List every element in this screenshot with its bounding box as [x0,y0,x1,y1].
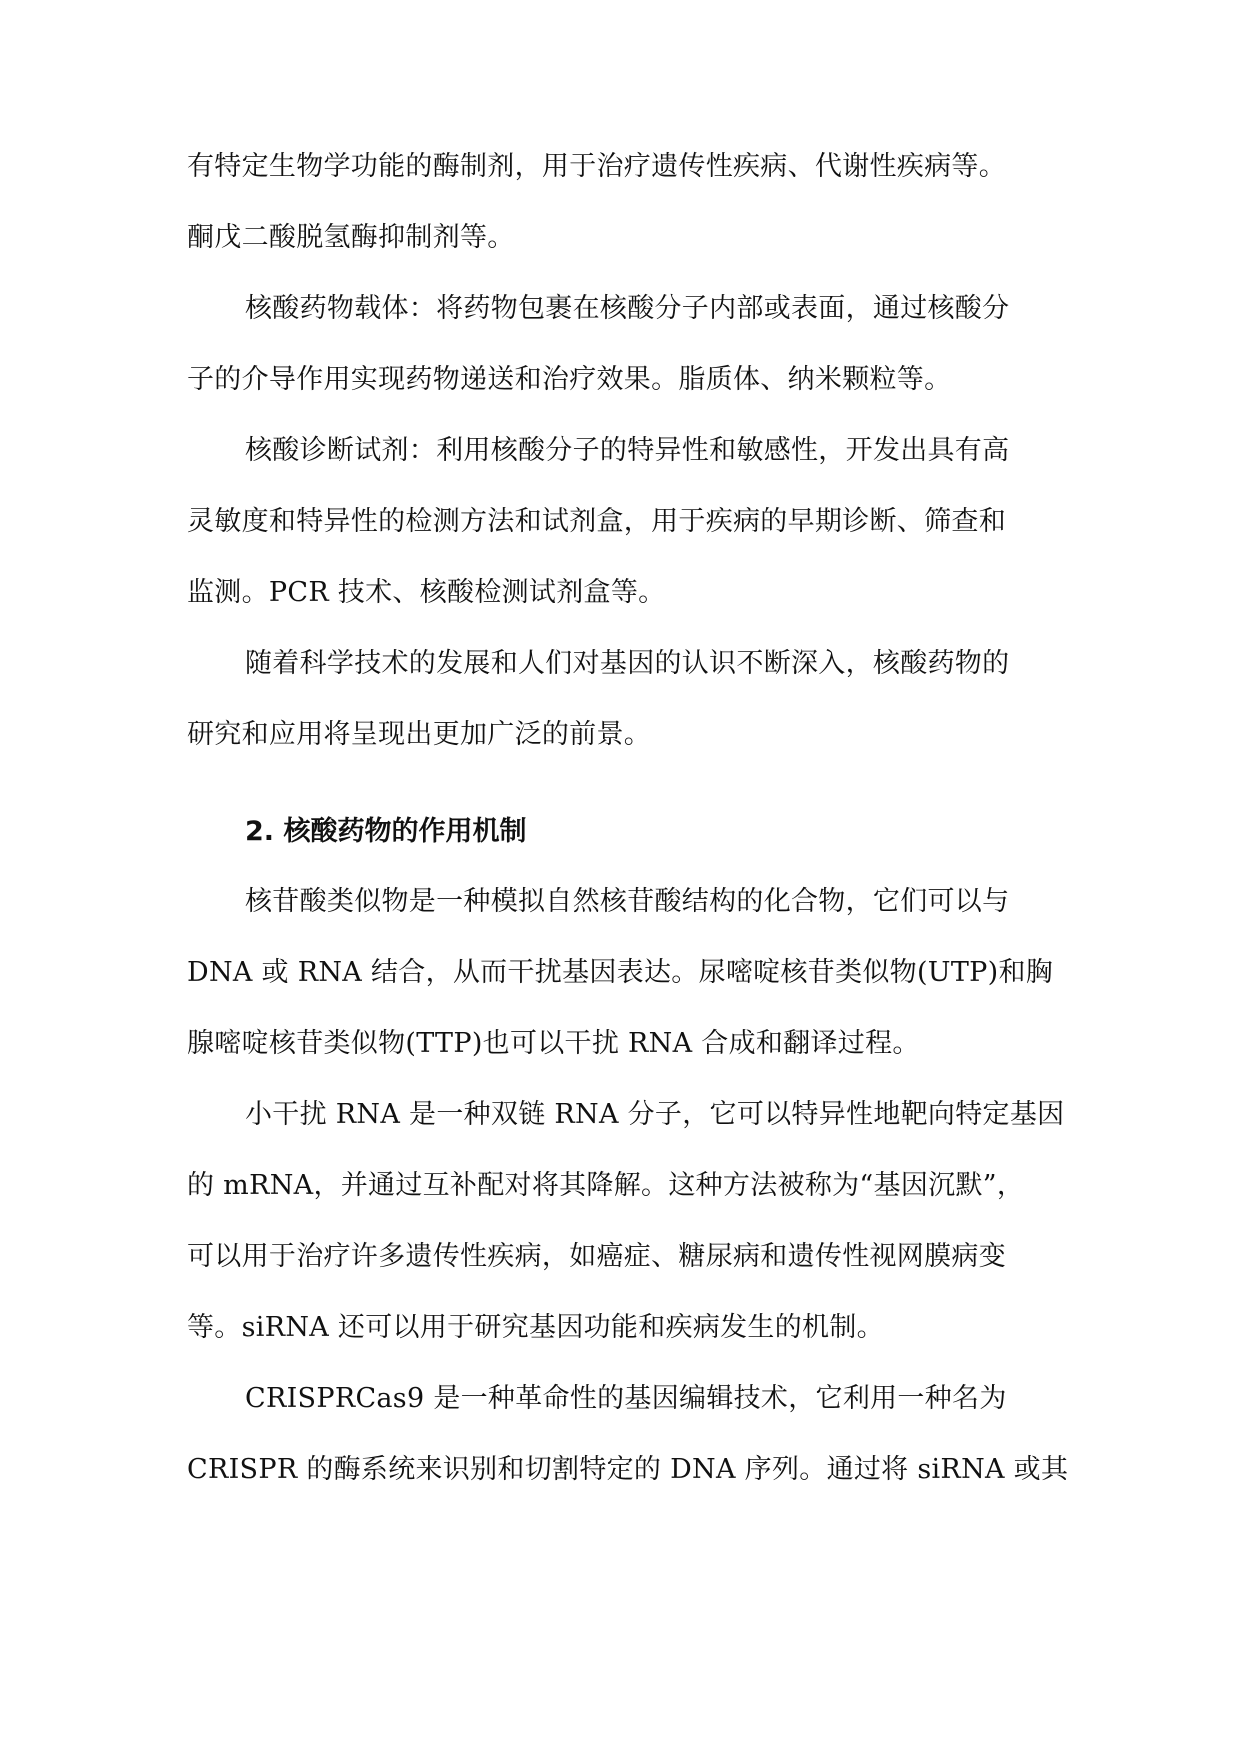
text-line: CRISPR 的酶系统来识别和切割特定的 DNA 序列。通过将 siRNA 或其 [187,1454,1069,1485]
paragraph-start-line: CRISPRCas9 是一种革命性的基因编辑技术，它利用一种名为 [245,1383,1007,1414]
text-line: 研究和应用将呈现出更加广泛的前景。 [187,719,652,750]
text-line: 灵敏度和特异性的检测方法和试剂盒，用于疾病的早期诊断、筛查和 [187,506,1006,537]
text-line: 等。siRNA 还可以用于研究基因功能和疾病发生的机制。 [187,1312,884,1343]
text-line: 酮戊二酸脱氢酶抑制剂等。 [187,222,515,253]
paragraph-start-line: 核酸诊断试剂：利用核酸分子的特异性和敏感性，开发出具有高 [245,435,1010,466]
paragraph-start-line: 小干扰 RNA 是一种双链 RNA 分子，它可以特异性地靶向特定基因 [245,1099,1065,1130]
text-line: 有特定生物学功能的酶制剂，用于治疗遗传性疾病、代谢性疾病等。 [187,151,1006,182]
text-line: DNA 或 RNA 结合，从而干扰基因表达。尿嘧啶核苷类似物(UTP)和胸 [187,957,1054,988]
section-heading: 2. 核酸药物的作用机制 [245,816,527,847]
document-body [187,144,1069,1518]
paragraph-start-line: 随着科学技术的发展和人们对基因的认识不断深入，核酸药物的 [245,648,1010,679]
text-line: 腺嘧啶核苷类似物(TTP)也可以干扰 RNA 合成和翻译过程。 [187,1028,920,1059]
text-line: 监测。PCR 技术、核酸检测试剂盒等。 [187,577,666,608]
paragraph-start-line: 核酸药物载体：将药物包裹在核酸分子内部或表面，通过核酸分 [245,293,1010,324]
text-line: 子的介导作用实现药物递送和治疗效果。脂质体、纳米颗粒等。 [187,364,952,395]
text-line: 的 mRNA，并通过互补配对将其降解。这种方法被称为“基因沉默”， [187,1170,1025,1201]
text-line: 可以用于治疗许多遗传性疾病，如癌症、糖尿病和遗传性视网膜病变 [187,1241,1006,1272]
paragraph-start-line: 核苷酸类似物是一种模拟自然核苷酸结构的化合物，它们可以与 [245,886,1010,917]
